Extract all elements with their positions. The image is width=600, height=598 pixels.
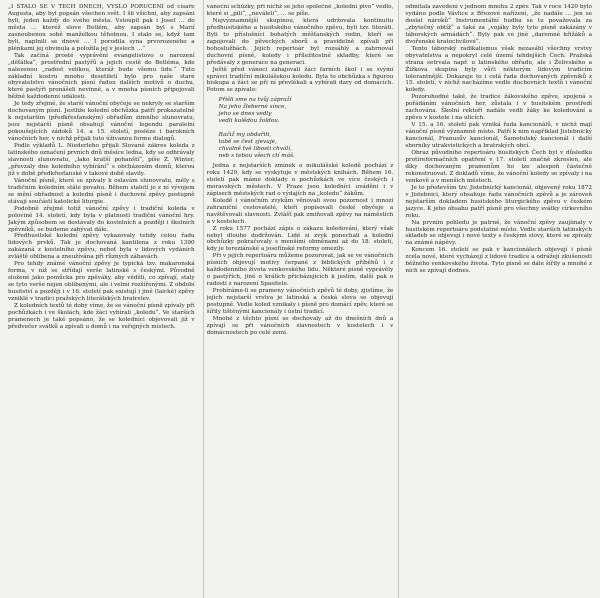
paragraph: Obraz původního repertoáru husitských Čech byl v důsledku protireformačních opatření v 17. století značně zkreslen, ale díky dochovaným pramenům ho lze alespoň částečně rekonstruovat. Z dokladů víme, že vánoční koledy se zpívaly i na venkově a v menších městech. [405,150,592,184]
paragraph: Nejvýznamnější skupinou, která udržovala kontinuitu předhusitského a husitského vánočního zpěvu, byli tzv. literáti. Byli to příslušníci bohatých měšťanských rodin, kteří se zapojovali do pěveckých sborů a pravidelně zpívali při bohoslužbách. Jejich repertoár byl rozsáhlý a zahrnoval duchovní písně, koledy i příležitostné skladby, které se předávaly z generace na generaci. [206,17,394,66]
paragraph: Podobně zřejmé totiž vánoční zpěvy i tradiční koleda v polovině 14. století, kdy byla v platnosti tradiční vánoční hry. Jakým způsobem se dostávaly do kostelních a později i školních zpěvníků, se budeme zabývat dále. [8,205,195,233]
verse-line: vedli kolědou žoldou. [218,118,280,125]
paragraph: Jedna z nejstarších zmínek o mikulášské koledě pochází z roku 1429, kdy se vyskytuje v městských knihách. Během 16. století pak máme doklady o pochůzkách ve více českých i moravských městech. V Praze jsou koledníci uváděni i v zápisech městských rad o výdajích na „koledu“ žákům. [206,162,394,197]
paragraph: odmítala zavedení v jednom mnohu 2 zpěv. Tak v roce 1420 bylo vydáno podle Vávlice z Březové nařízení, „že nadále ... jen se doslat nároků“ Instrumentální hudba se tu považovala za „zbytečný obtíž“ a také za „vojáky byly tyto písně zakázány v táborských armádách“. Byly pak ve jiné „daremné křižáků a dvořenské kratochvilové“. [405,4,592,45]
paragraph: Koledě i vánočním zvykům věnovali svou pozornost i mnozí zahraniční cestovatelé, kteří popisovali české obyčeje a navštěvovali slavnosti. Zvlášť pak zmiňovali zpěvy na náměstích a v kostelech. [206,197,394,225]
verse-quote [219,97,394,160]
column-divider [203,0,204,598]
verse-line: neb s tebou všech ctí máš. [218,153,295,160]
paragraph: Na prvním pohledu je patrné, že vánoční zpěvy zaujímaly v husitském repertoáru podstatné místo. Vedle starších latinských skladeb se objevují i nové texty s českými slovy, které se zpívaly na známé nápěvy. [405,219,592,247]
verse-line: tobě se čest zjevuje, [218,139,277,146]
paragraph: Z koledních textů té doby víme, že se vánoční písně zpívaly při pochůzkách i ve školách, kde žáci vybírali „koledu“. Ve starších pramenech je také popsáno, že se koledníci objevovali již v předvečer svátků a zpívali u domů i na veřejných místech. [8,302,195,330]
opening-paragraph: „I STALO SE V TĚCH DNECH, VYŠLO PORUČENÍ od císaře Augusta, aby byl popsán všechen svět. I šli všichni, aby zapsáni byli, jeden každý do svého města. Vstoupil pak i Josef … do města … kteréž slove Betlém, aby zapsán byl s Marií zasnoubenou sobě manželkou těhotnou. I stalo se, když tam byli, naplnili se dnové … I porodila syna prvorozeného a plénkami jej obvinula a položila jej v jeslech …“ [8,4,195,52]
verse-line: Na jeho žleberné sínce, [218,104,287,111]
text-column-1 [8,4,195,592]
paragraph: Pozoruhodné také, že tradice žákovského zpěvu, spojená s pořádáním vánočních her, zůstala i v husitském prostředí zachována. Školní rektoři nadále vedli žáky ke koledování a zpěvu v kostele i na ulicích. [405,94,592,122]
paragraph: Tento táborský radikalismus však nezasáhl všechny vrstvy obyvatelstva a nepokryl celé území tehdejších Čech. Pražská strana setrvala např. u latinského obřadu, ale i Želivského a Žižkova skupina byly vůči některým lidovým tradicím tolerantnější. Dokazuje to i celá řada dochovaných zpěvníků z 15. století, v nichž nacházíme vedle duchovních textů i vánoční koledy. [405,45,592,94]
paragraph: Předhusitské kolední zpěvy vykazovaly tehdy celou řadu lidových prvků. Tak je dochovaná kantilena z roku 1390 zakázaná z kostelního zpěvu, neboť byla v lidových vydáních zvláště oblíbena a zneužívána při různých zábavách. [8,233,195,261]
paragraph: V 15. a 16. století pak vzniká řada kancionálů, v nichž mají vánoční písně významné místo. Patří k nim například Jistebnický kancionál, Franusův kancionál, Šamotulský kancionál i další sborníky utrakvistických a bratrských obcí. [405,122,592,150]
paragraph: Pro tehdy známé vánoční zpěvy je typická tzv. makaronská forma, v níž se střídají verše latinské s českými. Původně složené jako pomůcka pro zpěváky, aby věděli, co zpívají, staly se tyto verše nejen oblíbenými, ale i velmi rozšířenými. Z období husitství a později i v 16. století pak existují i jiné (laické) zpěvy vzniklé v tradici pražských literátských bratrstev. [8,261,195,303]
column-divider [398,0,399,598]
verse-line: chvalně tvé líbosti chválí, [218,146,292,153]
paragraph: Probíráme-li se prameny vánočních zpěvů té doby, zjistíme, že jejich nejstarší vrstva je latinská a česká slova se objevují postupně. Vedle koled vznikaly i písně pro domácí zpěv, které se šířily tištěnými kancionály i ústní tradicí. [206,288,394,315]
paragraph: Ještě před vánoci zahajovali žáci farních škol i se svými správci tradiční mikulášskou koledu. Byla to obchůzka s figurou biskupa a žáci se při ní převlékali a vybírali dary od domácích. Potom se zpívalo: [206,66,394,94]
paragraph: Je to především tzv. Jistebnický kancionál, objevený roku 1872 v Jistebnici, který obsahuje řadu vánočních zpěvů a je zároveň nejstarším dokladem husitského liturgického zpěvu v českém jazyce. K jeho obsahu patří písně pro všechny svátky církevního roku. [405,184,592,219]
paragraph: Vánoční písně, které se zpívaly k oslavám slunovratu, měly s tradičním koledním stále povahu. Během staletí je z ní vývojem se mění obřadnost a kolední písně i duchovní zpěvy postupně stávají součástí katolické liturgie. [8,177,195,205]
verse-line: jeho se dnes vedly [218,111,272,118]
paragraph: Je tedy zřejmé, že starší vánoční obyčeje se nekryly se starším dochovaným písní. Jestliže kolední obchůzka patří prokazatelně k nejstarším (předkřesťanským) obřadům zimního slunovratu, jsou nejstarší písně obsahují vánoční legendu paralelní pokoušejících zádoků 14. a 15. století, posléze i barokních vánočních her, v nichž přijali tuto úživanou formu dialogů. [8,101,195,143]
paragraph: Při v jejich repertoáru můžeme pozorovat, jak se ve vánočních písních objevují motivy čerpané z biblických příběhů i z každodenního života venkovského lidu. Některé písně vyprávěly o pastýřích, jiné o králích přicházejících k jeslím, další pak o radosti z narození Spasitele. [206,253,394,288]
text-column-2 [207,4,394,592]
verse-line: Přišli sme na tvůj zápraží [218,97,292,104]
paragraph: Podle výkladů L. Niederleho přijali Slované zákres koleda z latinského označení prvních dnů měsíce ledna, kdy se odhrávaly slavnosti slunovratu, „lako kratší pohanští“, píše Z. Winter, „převzaly dne koledního vybírání“ s obcházením domů, kterou již v době předkřesťanské v takové době slavily. [8,143,195,177]
paragraph: Z roku 1577 pochází zápis o zákazu koledování, který však nebyl dlouho dodržován. Lidé si zvyk ponechali a kolední obchůzky pokračovaly s menšími obměnami až do 18. století, kdy je tereziánské a josefínské reformy omezily. [206,225,394,253]
paragraph: Koncem 16. století se pak v kancionálech objevují i písně zcela nové, které vycházejí z lidové tradice a odrážejí zkušenosti běžného venkovského života. Tyto písně se dále šířily a mnohé z nich se zpívají dodnes. [405,247,592,275]
paragraph: Mnohé z těchto písní se dochovaly až do dnešních dnů a zpívají se při vánočních slavnostech v kostelech i v domácnostech po celé zemi. [206,315,394,336]
paragraph: Tak začíná prosté vyprávění evangelistovo o narození „děťátka“, prostřední pastýřů a jejich cestě do Betléma, kde nalezenou „radost velikou, kteráž bude všemu lidu.“ Tuto základní kostru mnoho desetiletí bylo pro naše staré obyvatelstvo vánočních písní řadou dalších motivů o duchu, které pastýři pronášeli nevinně, a v mnoha písních připojovali běžné každodenní události. [8,52,195,101]
verse-line: Račiž my obdařiti, [218,132,272,139]
paragraph: vánoční schůzky, při nichž se jeho společně „kolední pivo“ vedlo, které si „pili“, „neváleli“, … se píše. [206,4,394,17]
text-column-3 [405,4,592,592]
